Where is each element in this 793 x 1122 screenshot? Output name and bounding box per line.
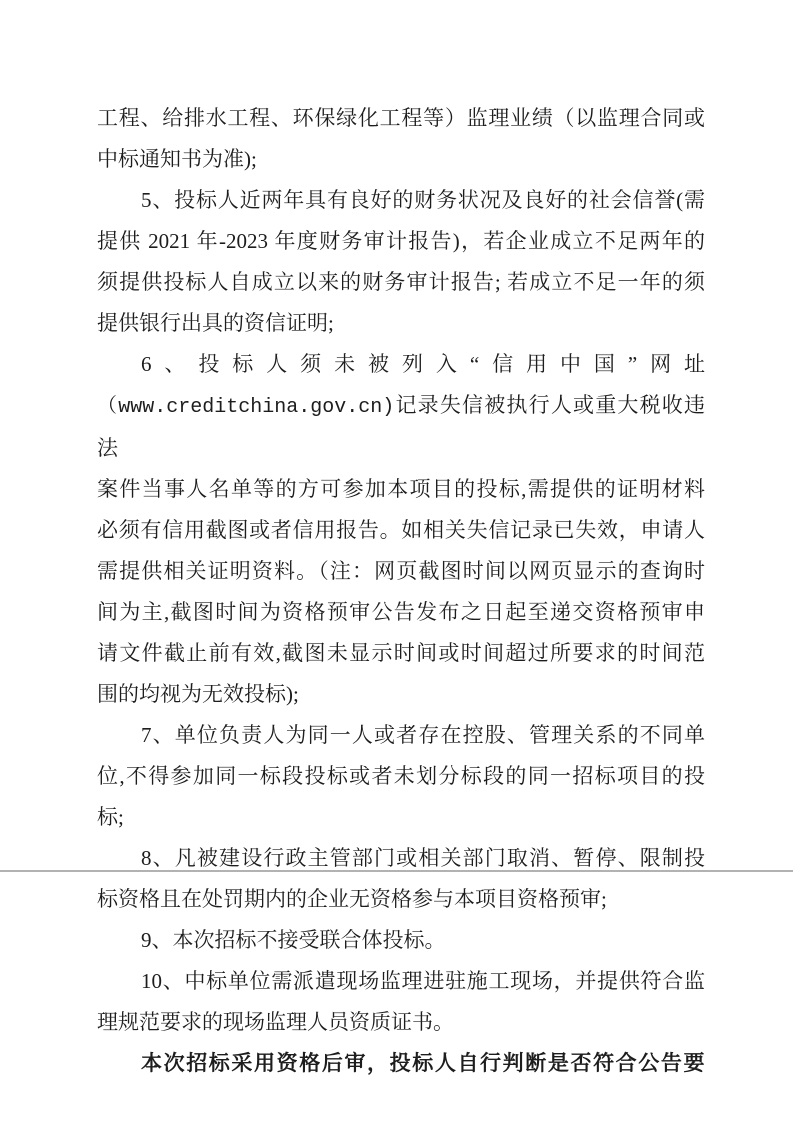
doc-line: 围的均视为无效投标);	[97, 682, 299, 706]
doc-line: 中标通知书为准);	[97, 147, 257, 171]
doc-line: 请文件截止前有效,截图未显示时间或时间超过所要求的时间范	[97, 641, 705, 665]
doc-line-item-8: 8、凡被建设行政主管部门或相关部门取消、暂停、限制投	[141, 846, 705, 870]
doc-line	[97, 385, 705, 469]
doc-line: 理规范要求的现场监理人员资质证书。	[97, 1010, 454, 1034]
document-text-block	[97, 98, 705, 1084]
doc-line: 案件当事人名单等的方可参加本项目的投标,需提供的证明材料	[97, 477, 705, 501]
creditchina-url: （www.creditchina.gov.cn)	[97, 396, 395, 419]
doc-line: 工程、给排水工程、环保绿化工程等）监理业绩（以监理合同或	[97, 106, 705, 130]
doc-line-item-6: 6、投标人须未被列入“信用中国”网址	[141, 352, 705, 376]
doc-line: 位,不得参加同一标段投标或者未划分标段的同一招标项目的投	[97, 764, 705, 788]
doc-line-item-5: 5、投标人近两年具有良好的财务状况及良好的社会信誉(需	[141, 188, 705, 212]
doc-line: 提供银行出具的资信证明;	[97, 311, 334, 335]
doc-line: 需提供相关证明资料。（注：网页截图时间以网页显示的查询时	[97, 559, 705, 583]
doc-line-text: 记录失信被执行人或重大税收违法	[97, 393, 705, 460]
doc-line-closing-bold: 本次招标采用资格后审，投标人自行判断是否符合公告要	[141, 1051, 705, 1075]
doc-line: 间为主,截图时间为资格预审公告发布之日起至递交资格预审申	[97, 600, 705, 624]
doc-line: 标资格且在处罚期内的企业无资格参与本项目资格预审;	[97, 887, 607, 911]
doc-line: 必须有信用截图或者信用报告。如相关失信记录已失效，申请人	[97, 518, 705, 542]
doc-line: 提供 2021 年-2023 年度财务审计报告)，若企业成立不足两年的	[97, 229, 705, 253]
doc-line: 须提供投标人自成立以来的财务审计报告; 若成立不足一年的须	[97, 270, 705, 294]
doc-line-item-9: 9、本次招标不接受联合体投标。	[141, 928, 446, 952]
doc-line-item-10: 10、中标单位需派遣现场监理进驻施工现场，并提供符合监	[141, 969, 705, 993]
doc-line-item-7: 7、单位负责人为同一人或者存在控股、管理关系的不同单	[141, 723, 705, 747]
scan-divider-line	[0, 870, 793, 872]
doc-line: 标;	[97, 805, 124, 829]
